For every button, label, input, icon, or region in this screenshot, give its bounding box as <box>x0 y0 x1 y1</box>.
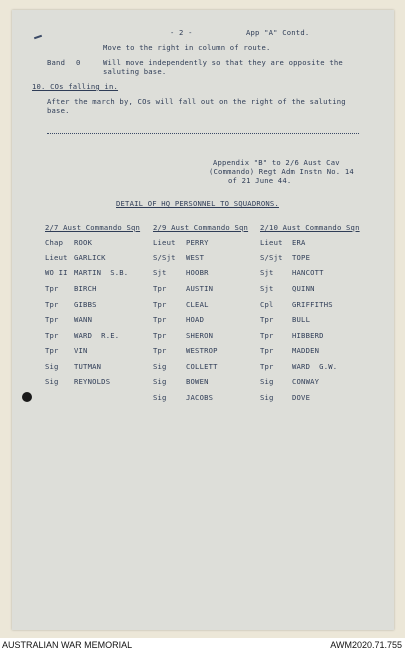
surname: COLLETT <box>186 362 218 371</box>
list-item <box>0 346 405 358</box>
list-item <box>0 362 405 374</box>
surname: HOAD <box>186 315 205 324</box>
surname: HOOBR <box>186 268 209 277</box>
rank: Chap <box>45 238 64 247</box>
surname: VIN <box>74 346 88 355</box>
list-item <box>0 238 405 250</box>
surname: GIBBS <box>74 300 97 309</box>
rank: Cpl <box>260 300 274 309</box>
list-item <box>0 331 405 343</box>
footer-institution: AUSTRALIAN WAR MEMORIAL <box>2 640 133 650</box>
list-item <box>0 268 405 280</box>
surname: ROOK <box>74 238 93 247</box>
surname: QUINN <box>292 284 315 293</box>
appendix-reference: App "A" Contd. <box>246 28 310 37</box>
rank: Tpr <box>45 300 59 309</box>
rank: Sig <box>260 377 274 386</box>
surname: WARD R.E. <box>74 331 120 340</box>
band-text-line-1: Will move independently so that they are opposite the <box>103 58 343 67</box>
rank: Sig <box>45 362 59 371</box>
rank: Tpr <box>260 362 274 371</box>
rank: Tpr <box>153 284 167 293</box>
surname: BULL <box>292 315 311 324</box>
list-item <box>0 393 405 405</box>
rank: Sig <box>260 393 274 402</box>
section-10-line-2: base. <box>47 106 70 115</box>
rank: Sig <box>153 377 167 386</box>
surname: ERA <box>292 238 306 247</box>
rank: Lieut <box>260 238 283 247</box>
surname: WESTROP <box>186 346 218 355</box>
rank: Tpr <box>45 346 59 355</box>
appendix-b-line-2: (Commando) Regt Adm Instn No. 14 <box>209 167 354 176</box>
surname: PERRY <box>186 238 209 247</box>
surname: MADDEN <box>292 346 320 355</box>
surname: CLEAL <box>186 300 209 309</box>
rank: WO II <box>45 268 68 277</box>
band-label: Band <box>47 58 66 67</box>
surname: REYNOLDS <box>74 377 111 386</box>
surname: MARTIN S.B. <box>74 268 129 277</box>
list-item <box>0 377 405 389</box>
appendix-b-line-3: of 21 June 44. <box>228 176 292 185</box>
rank: Tpr <box>153 315 167 324</box>
rank: Sig <box>153 393 167 402</box>
rank: Tpr <box>260 315 274 324</box>
surname: WANN <box>74 315 93 324</box>
rank: Tpr <box>260 346 274 355</box>
rank: Lieut <box>153 238 176 247</box>
rank: Sjt <box>260 268 274 277</box>
footer-bar <box>0 638 405 653</box>
rank: Lieut <box>45 253 68 262</box>
rank: S/Sjt <box>260 253 283 262</box>
surname: BOWEN <box>186 377 209 386</box>
rank: Tpr <box>45 315 59 324</box>
surname: GRIFFITHS <box>292 300 333 309</box>
list-item <box>0 315 405 327</box>
rank: Sjt <box>153 268 167 277</box>
rank: S/Sjt <box>153 253 176 262</box>
surname: DOVE <box>292 393 311 402</box>
appendix-b-line-1: Appendix "B" to 2/6 Aust Cav <box>213 158 340 167</box>
band-text-line-2: saluting base. <box>103 67 167 76</box>
surname: SHERON <box>186 331 214 340</box>
rank: Tpr <box>153 346 167 355</box>
rank: Tpr <box>260 331 274 340</box>
surname: AUSTIN <box>186 284 214 293</box>
intro-line: Move to the right in column of route. <box>103 43 271 52</box>
surname: WEST <box>186 253 205 262</box>
page-number: - 2 - <box>170 28 193 37</box>
section-10-heading: 10. COs falling in. <box>32 82 119 91</box>
column-header-2-7: 2/7 Aust Commando Sqn <box>45 223 141 232</box>
rank: Sjt <box>260 284 274 293</box>
surname: HANCOTT <box>292 268 324 277</box>
footer-accession-number: AWM2020.71.755 <box>330 640 402 650</box>
rank: Tpr <box>153 300 167 309</box>
rank: Tpr <box>45 331 59 340</box>
surname: JACOBS <box>186 393 214 402</box>
surname: HIBBERD <box>292 331 324 340</box>
table-title: DETAIL OF HQ PERSONNEL TO SQUADRONS. <box>116 199 279 208</box>
surname: CONWAY <box>292 377 320 386</box>
list-item <box>0 253 405 265</box>
rank: Tpr <box>45 284 59 293</box>
rank: Sig <box>45 377 59 386</box>
separator-line <box>47 133 359 134</box>
section-10-line-1: After the march by, COs will fall out on the right of the saluting <box>47 97 346 106</box>
surname: GARLICK <box>74 253 106 262</box>
surname: TUTMAN <box>74 362 102 371</box>
rank: Tpr <box>153 331 167 340</box>
surname: TOPE <box>292 253 311 262</box>
surname: WARD G.W. <box>292 362 338 371</box>
column-header-2-10: 2/10 Aust Commando Sqn <box>260 223 360 232</box>
list-item <box>0 284 405 296</box>
surname: BIRCH <box>74 284 97 293</box>
punch-hole <box>22 392 32 402</box>
band-marker: 0 <box>76 58 81 67</box>
rank: Sig <box>153 362 167 371</box>
column-header-2-9: 2/9 Aust Commando Sqn <box>153 223 249 232</box>
list-item <box>0 300 405 312</box>
